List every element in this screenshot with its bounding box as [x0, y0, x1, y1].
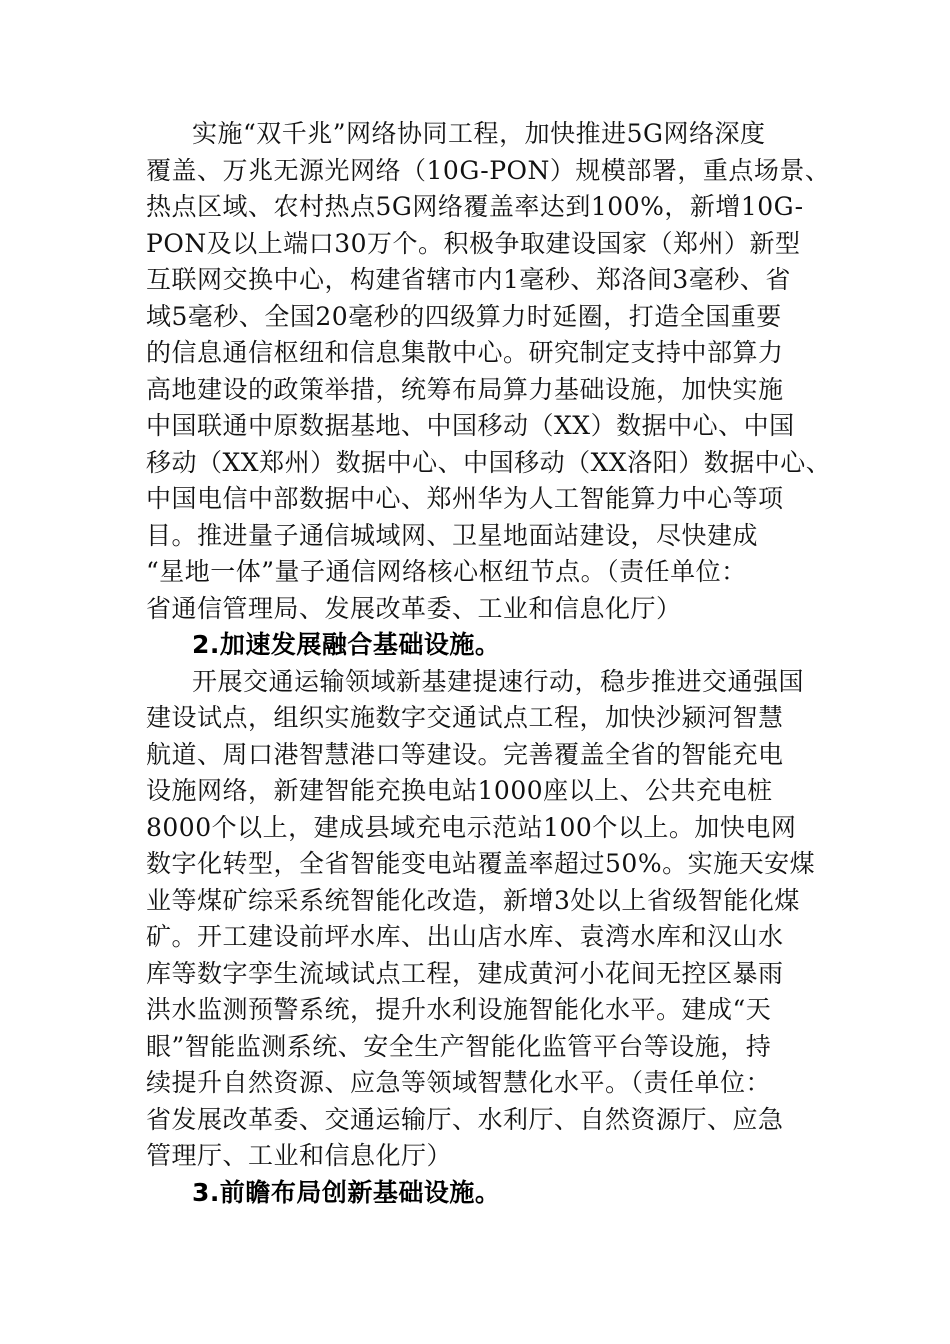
text-line: 设施网络，新建智能充换电站1000座以上、公共充电桩 [146, 776, 773, 805]
text-line: 续提升自然资源、应急等领域智慧化水平。（责任单位： [146, 1068, 772, 1097]
text-line: 中国联通中原数据基地、中国移动（XX）数据中心、中国 [146, 411, 795, 440]
text-line: 互联网交换中心，构建省辖市内1毫秒、郑洛间3毫秒、省 [146, 265, 791, 294]
text-line: 管理厅、工业和信息化厅） [146, 1141, 453, 1170]
text-line: 洪水监测预警系统，提升水利设施智能化水平。建成“天 [146, 995, 772, 1024]
text-line: 数字化转型，全省智能变电站覆盖率超过50%。实施天安煤 [146, 849, 816, 878]
text-line: 矿。开工建设前坪水库、出山店水库、袁湾水库和汉山水 [146, 922, 784, 951]
text-line: PON及以上端口30万个。积极争取建设国家（郑州）新型 [146, 228, 801, 258]
text-line: 8000个以上，建成县域充电示范站100个以上。加快电网 [146, 812, 797, 842]
text-line: 中国电信中部数据中心、郑州华为人工智能算力中心等项 [146, 484, 784, 513]
text-line: 的信息通信枢纽和信息集散中心。研究制定支持中部算力 [146, 338, 784, 367]
text-line: 省通信管理局、发展改革委、工业和信息化厅） [146, 593, 682, 623]
text-line: 实施“双千兆”网络协同工程，加快推进5G网络深度 [192, 119, 766, 148]
text-line: 省发展改革委、交通运输厅、水利厅、自然资源厅、应急 [146, 1104, 784, 1134]
section-heading-3: 3.前瞻布局创新基础设施。 [192, 1177, 501, 1207]
paragraph-fusion-infrastructure [146, 664, 816, 1175]
document-body [146, 116, 832, 1211]
text-line: 开展交通运输领域新基建提速行动，稳步推进交通强国 [192, 666, 805, 696]
text-line: 域5毫秒、全国20毫秒的四级算力时延圈，打造全国重要 [146, 301, 782, 331]
section-heading-2: 2.加速发展融合基础设施。 [192, 630, 501, 659]
text-line: 库等数字孪生流域试点工程，建成黄河小花间无控区暴雨 [146, 958, 784, 988]
text-line: 建设试点，组织实施数字交通试点工程，加快沙颍河智慧 [146, 703, 784, 732]
text-line: 航道、周口港智慧港口等建设。完善覆盖全省的智能充电 [146, 739, 784, 769]
text-line: 热点区域、农村热点5G网络覆盖率达到100%，新增10G- [146, 192, 804, 221]
text-line: 目。推进量子通信城域网、卫星地面站建设，尽快建成 [146, 520, 759, 550]
text-line: 移动（XX郑州）数据中心、中国移动（XX洛阳）数据中心、 [146, 447, 832, 477]
text-line: 高地建设的政策举措，统筹布局算力基础设施，加快实施 [146, 374, 784, 404]
text-line: 业等煤矿综采系统智能化改造，新增3处以上省级智能化煤 [146, 885, 800, 915]
text-line: “星地一体”量子通信网络核心枢纽节点。（责任单位： [146, 557, 747, 586]
text-line: 眼”智能监测系统、安全生产智能化监管平台等设施，持 [146, 1031, 772, 1061]
paragraph-network-infrastructure [146, 116, 832, 627]
text-line: 覆盖、万兆无源光网络（10G-PON）规模部署，重点场景、 [146, 155, 831, 185]
